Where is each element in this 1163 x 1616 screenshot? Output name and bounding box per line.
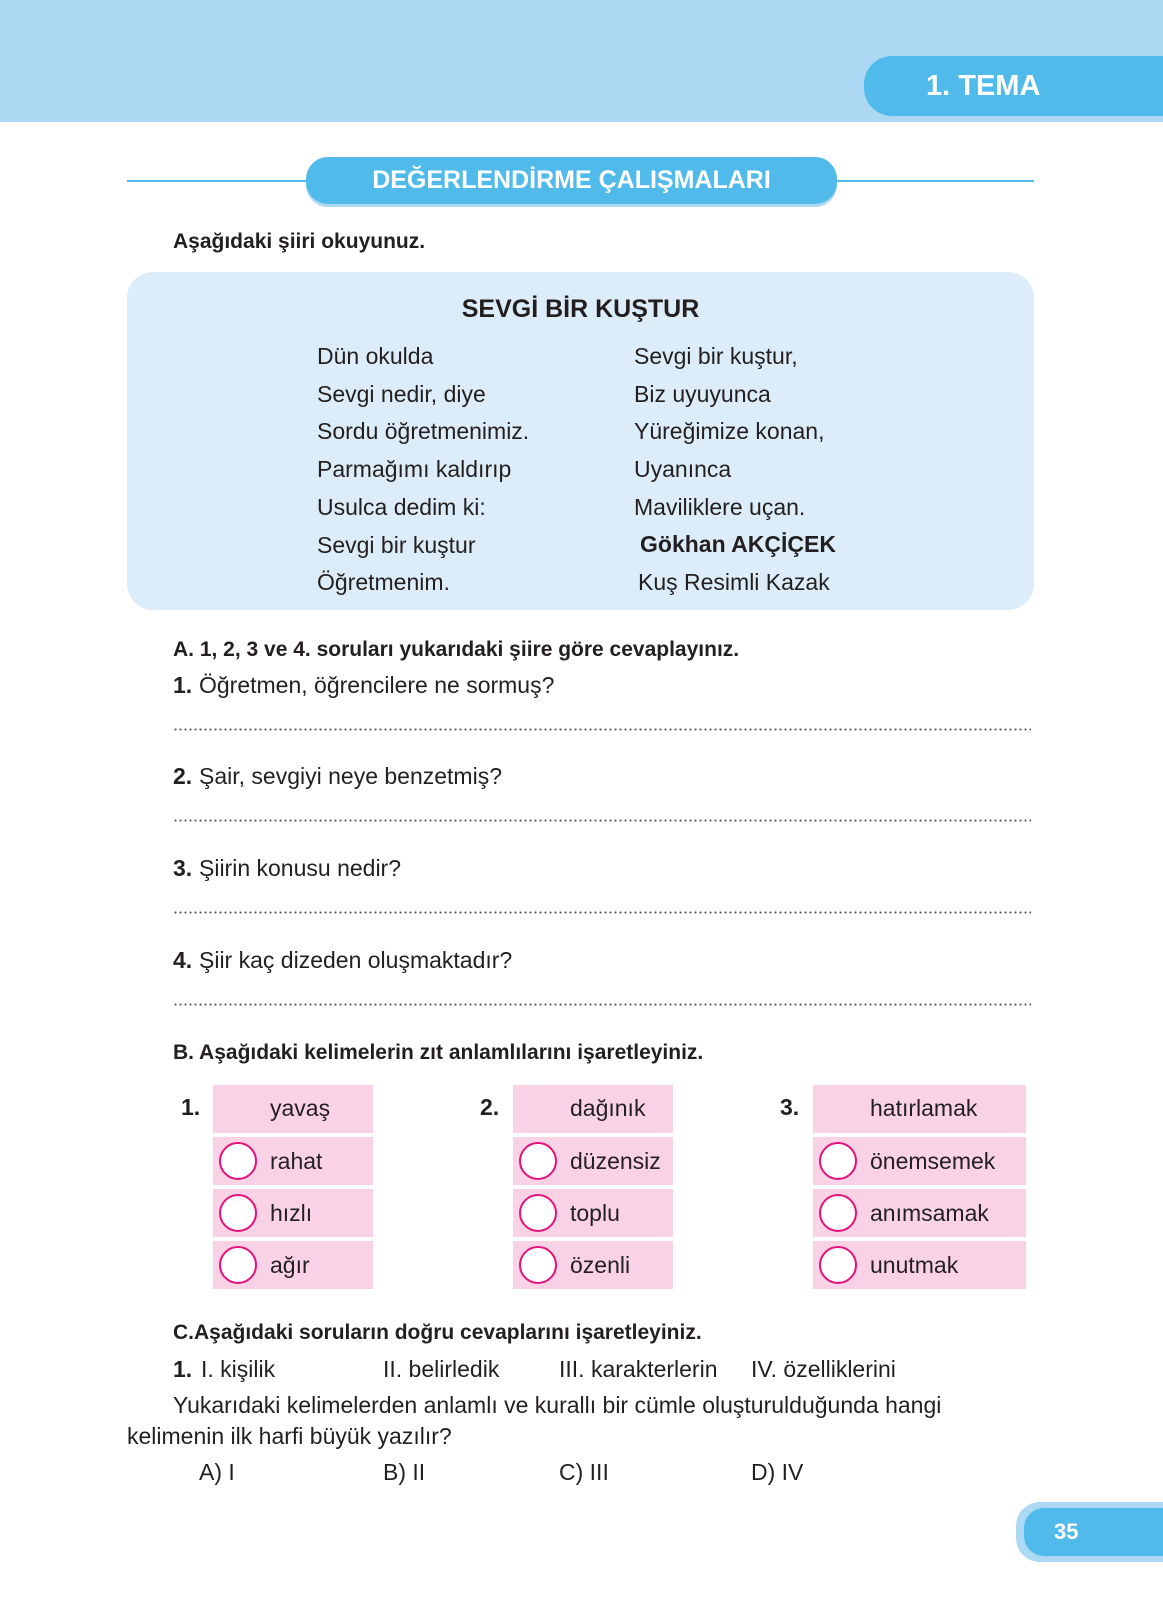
option-label: toplu bbox=[570, 1200, 620, 1226]
poem-line-left: Dün okulda bbox=[317, 343, 434, 369]
poem-line-right: Biz uyuyunca bbox=[634, 380, 771, 407]
target-word: dağınık bbox=[570, 1095, 646, 1121]
section-b-heading: B. Aşağıdaki kelimelerin zıt anlamlılarını işaretleyiniz. bbox=[173, 1041, 704, 1064]
word-cell bbox=[513, 1085, 673, 1133]
section-c-heading: C.Aşağıdaki soruların doğru cevaplarını işaretleyiniz. bbox=[173, 1321, 702, 1344]
radio-circle-icon[interactable] bbox=[819, 1142, 857, 1180]
option-row[interactable] bbox=[213, 1241, 373, 1289]
poem-line-right: Sevgi bir kuştur, bbox=[634, 343, 798, 369]
radio-circle-icon[interactable] bbox=[219, 1246, 257, 1284]
c-word-2: II. belirledik bbox=[383, 1356, 500, 1382]
option-row[interactable] bbox=[513, 1189, 673, 1237]
option-row[interactable] bbox=[213, 1137, 373, 1185]
target-word: yavaş bbox=[270, 1095, 331, 1121]
option-a[interactable]: A) I bbox=[199, 1459, 235, 1485]
question-text: Şiir kaç dizeden oluşmaktadır? bbox=[199, 947, 513, 973]
page-number: 35 bbox=[1024, 1508, 1163, 1556]
answer-line[interactable] bbox=[173, 728, 1031, 731]
option-row[interactable] bbox=[813, 1189, 1026, 1237]
poem-line-left: Usulca dedim ki: bbox=[317, 493, 486, 520]
question-number: 4. bbox=[173, 947, 193, 973]
c-question-line2: kelimenin ilk harfi büyük yazılır? bbox=[127, 1423, 452, 1449]
intro-instruction: Aşağıdaki şiiri okuyunuz. bbox=[173, 230, 426, 253]
c-word-1: I. kişilik bbox=[201, 1356, 276, 1382]
target-word: hatırlamak bbox=[870, 1095, 978, 1121]
option-row[interactable] bbox=[513, 1241, 673, 1289]
divider-left bbox=[127, 180, 307, 182]
word-cell bbox=[213, 1085, 373, 1133]
divider-right bbox=[836, 180, 1034, 182]
poem-line-right: Uyanınca bbox=[634, 456, 732, 483]
poem-line-left: Sevgi nedir, diye bbox=[317, 380, 486, 407]
option-row[interactable] bbox=[813, 1241, 1026, 1289]
answer-line[interactable] bbox=[173, 819, 1031, 822]
poem-title: SEVGİ BİR KUŞTUR bbox=[461, 295, 700, 323]
radio-circle-icon[interactable] bbox=[819, 1194, 857, 1232]
option-row[interactable] bbox=[813, 1137, 1026, 1185]
c-question-number: 1. bbox=[173, 1356, 193, 1382]
theme-tab: 1. TEMA bbox=[864, 56, 1163, 116]
option-label: unutmak bbox=[870, 1252, 959, 1278]
group-number: 1. bbox=[181, 1094, 201, 1120]
c-word-4: IV. özelliklerini bbox=[751, 1356, 896, 1382]
question-text: Şair, sevgiyi neye benzetmiş? bbox=[199, 763, 502, 789]
option-label: özenli bbox=[570, 1252, 631, 1278]
poem-author: Gökhan AKÇİÇEK bbox=[640, 531, 836, 557]
group-number: 3. bbox=[780, 1094, 800, 1120]
option-d[interactable]: D) IV bbox=[751, 1459, 804, 1485]
radio-circle-icon[interactable] bbox=[519, 1194, 557, 1232]
poem-line-left: Sordu öğretmenimiz. bbox=[317, 418, 530, 445]
option-label: hızlı bbox=[270, 1200, 313, 1226]
group-number: 2. bbox=[480, 1094, 500, 1120]
radio-circle-icon[interactable] bbox=[219, 1194, 257, 1232]
poem-line-left: Sevgi bir kuştur bbox=[317, 531, 476, 558]
answer-line[interactable] bbox=[173, 911, 1031, 914]
c-question-line1: Yukarıdaki kelimelerden anlamlı ve kurallı bir cümle oluşturulduğunda hangi bbox=[173, 1392, 942, 1418]
question-text: Şiirin konusu nedir? bbox=[199, 855, 402, 881]
option-label: düzensiz bbox=[570, 1148, 661, 1174]
poem-line-left: Parmağımı kaldırıp bbox=[317, 456, 512, 483]
option-label: rahat bbox=[270, 1148, 323, 1174]
word-cell bbox=[813, 1085, 1026, 1133]
option-b[interactable]: B) II bbox=[383, 1459, 426, 1485]
radio-circle-icon[interactable] bbox=[219, 1142, 257, 1180]
radio-circle-icon[interactable] bbox=[819, 1246, 857, 1284]
radio-circle-icon[interactable] bbox=[519, 1142, 557, 1180]
poem-line-right: Yüreğimize konan, bbox=[634, 418, 825, 445]
question-text: Öğretmen, öğrencilere ne sormuş? bbox=[199, 672, 555, 698]
option-row[interactable] bbox=[513, 1137, 673, 1185]
option-c[interactable]: C) III bbox=[559, 1459, 609, 1485]
poem-source: Kuş Resimli Kazak bbox=[638, 569, 830, 595]
option-label: önemsemek bbox=[870, 1148, 996, 1174]
radio-circle-icon[interactable] bbox=[519, 1246, 557, 1284]
poem-line-left: Öğretmenim. bbox=[317, 569, 450, 596]
question-number: 3. bbox=[173, 855, 193, 881]
section-title: DEĞERLENDİRME ÇALIŞMALARI bbox=[306, 157, 837, 204]
answer-line[interactable] bbox=[173, 1003, 1031, 1006]
question-number: 1. bbox=[173, 672, 193, 698]
poem-line-right: Maviliklere uçan. bbox=[634, 493, 806, 520]
option-label: ağır bbox=[270, 1252, 310, 1278]
section-a-heading: A. 1, 2, 3 ve 4. soruları yukarıdaki şiire göre cevaplayınız. bbox=[173, 638, 740, 661]
option-row[interactable] bbox=[213, 1189, 373, 1237]
option-label: anımsamak bbox=[870, 1200, 989, 1226]
c-word-3: III. karakterlerin bbox=[559, 1356, 718, 1382]
question-number: 2. bbox=[173, 763, 193, 789]
page-number-tab bbox=[1016, 1502, 1163, 1562]
